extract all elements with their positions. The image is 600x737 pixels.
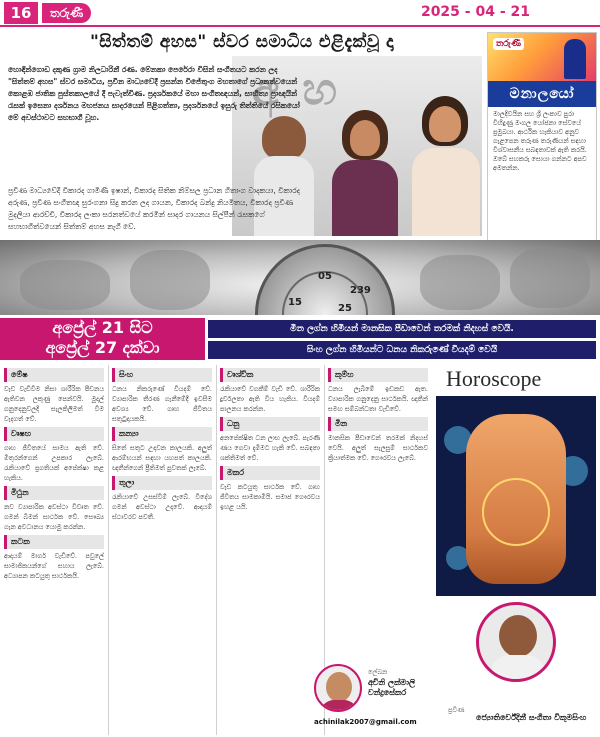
zodiac-figure-left <box>20 260 110 310</box>
horoscope-column-4 <box>328 365 428 655</box>
date-range-band <box>0 318 205 360</box>
sign-text: ආදායම් මාර්ග වැඩිවේ. පවුලේ සාමාජිකයන්ගේ සහාය ලැබේ. අධ්‍යාපන කටයුතු සාර්ථකයි. <box>4 552 104 580</box>
issue-date: 2025 - 04 - 21 <box>420 4 530 20</box>
author-email: achinilak2007@gmail.com <box>314 718 417 726</box>
sign-text: ගෘහ ජීවිතයේ සාමය ඇති වේ. මිතුරන්ගෙන් උපකාර ලැබේ. රැකියාවේ ප්‍රගතියක් අපේක්ෂා කළ හැකිය. <box>4 444 104 482</box>
sign-text: රැකියාවේ වගකීම් වැඩි වේ. ශාරීරික දුර්වලතා ඇති විය හැකිය. වියදම් පාලනය කරන්න. <box>220 385 320 413</box>
horoscope-title: Horoscope <box>446 366 542 391</box>
page-header <box>0 0 600 26</box>
palm-illustration <box>436 396 596 596</box>
zodiac-figure-right2 <box>510 248 590 308</box>
zodiac-figure-left2 <box>130 250 210 310</box>
ad-top-label: තරුණී <box>493 38 524 50</box>
sign-text: රැකියාවේ උසස්වීම් ලැබේ. විදේශ ගමන් අවස්ථා උදාවේ. ආදායම් ස්ථාවරව පවතී. <box>112 493 212 521</box>
column-divider <box>216 365 217 735</box>
astrologer-name: ජ්‍යොතිර්වේදිනී සංගීතා විකුමසිංහ <box>476 713 587 722</box>
ad-title: මනාලයෝ <box>488 81 596 107</box>
sign-text: වැඩ කටයුතු සාර්ථක වේ. ගෘහ ජීවිතය සාමකාමීයි. සමාජ ගෞරවය ඉහළ යයි. <box>220 483 320 511</box>
wheel-number: 239 <box>350 285 371 296</box>
horoscope-column-2 <box>112 365 212 737</box>
article-lede: හොඳින්ගොඩ දකුණ ග්‍රාම නිලධාරිනී රණ. මේනකා පෙරේරා විසින් සංගීතයට කරන ලද "සිත්තම් අහස" ස්වර සමාධිය, ප්‍රවීන මාධ්‍යවේදී ප්‍රසන්න විජේතුංග මහතාගේ ප්‍රධානත්වයෙන් කොළඹ ජාතික පුස්තකාලයේ දී පැවැත්විණ. ප්‍රදර්ශකයේ මහා සංගීතඥයන්, සාහිත්‍ය ප්‍රාඥයින් රැසක් ඉසෙනා දර්ශනය මහජනය සාදරයෙන් පිළිගත්තා, ප්‍රදර්ශනයේ ඉසුරු තිත්තියේ රසිකයෝ මේ අවස්ථාවට සහභාගී වූහ. <box>8 65 300 122</box>
person-third-face <box>429 106 461 142</box>
sign-heading: ධනු <box>220 417 320 431</box>
sign-heading: මීන <box>328 417 428 431</box>
sign-heading: කන්‍යා <box>112 427 212 441</box>
page-number: 16 <box>4 2 38 24</box>
palm-zodiac-ring-icon <box>482 478 550 546</box>
astrologer-card <box>436 600 596 734</box>
ad-banner <box>488 33 596 81</box>
zodiac-banner <box>0 240 600 315</box>
author-name: අචිනි ලක්මාලි වන්ද්‍රසේකර <box>368 678 416 697</box>
article-body: ප්‍රවීණ මාධ්‍යවේදී විකාරද ගාමිණී ඉෂාන්, විකාරද සිතික නිම්සල ප්‍රධාන ගිතාංග වාදකයා, විකාරද අරුණ, ප්‍රවීණ සංගීතඥ සුරංගනා සිදු කරන ලද ගායන, විකාරද බන්දු නියමිතය, විකාරද ප්‍රවීණ මුදලියා ආරච්චි, විකාරද ලංකා සරනත්වයේ කරමින් සාදර ගායනය සිල්පීන් රැසකගේ සහභාගිත්වයෙන් සිත්තම් අහස නැගී වේ. <box>8 186 300 231</box>
date-from: අප්‍රේල් 21 සිට <box>52 318 153 337</box>
sign-text: ධනය ලැබීමේ ඉඩකඩ ඇත. ව්‍යාපාරික ගනුදෙනු සාර්ථකයි. ඥාතීන් සමඟ සම්බන්ධතා වැඩිවේ. <box>328 385 428 413</box>
wheel-number: 05 <box>318 271 332 282</box>
ad-text: මාලදිවයින සහ ශ්‍රී ලංකාව පුරා විහිදුණු මංගල යෝජනා සේවයේ ප්‍රමුඛයා. ආර්ථික හැකියාව අනුව ගැළපෙන තරුණ තරුණියන් සඳහා විශ්වාසනීය සබඳතාවක් ඇති කරයි. ඔබේ සහකරු සොයා ගන්නට අපව අමතන්න. <box>493 110 587 172</box>
sign-text: වැඩ වැඩිවීම නිසා ශාරීරික පීඩනය ඇතිවන ලකුණු පෙන්වයි. මුදල් ගනුදෙනුවලදී සැලකිලිමත් වීම වැදගත් වේ. <box>4 385 104 423</box>
sign-text: අනපේක්ෂිත ධන ලාභ ලැබේ. පැරණි ණය ගෙවා දැමීමට හැකි වේ. සබඳතා ශක්තිමත් වේ. <box>220 434 320 462</box>
person-woman-body <box>332 160 398 236</box>
paper-name: තරුණී <box>42 3 91 23</box>
sign-heading: මේෂ <box>4 368 104 382</box>
horoscope-column-1 <box>4 365 104 737</box>
sign-heading: මකර <box>220 466 320 480</box>
person-third-body <box>412 148 480 236</box>
author-photo <box>314 664 362 712</box>
sign-heading: සිංහ <box>112 368 212 382</box>
sign-heading: මිථුන <box>4 486 104 500</box>
lagna-highlight-2: සිංහ ලග්න හිමියන්ට ධනය නිකරුණේ වියදම් වෙයි <box>208 341 596 359</box>
sign-heading: වෘශ්චික <box>220 368 320 382</box>
sign-heading: වෘෂභ <box>4 427 104 441</box>
horoscope-column-3 <box>220 365 320 737</box>
author-role: ලේඛන <box>368 668 388 676</box>
astrologer-photo <box>476 602 556 682</box>
sign-text: සිතේ සතුට උදාවන කාලයකි. අලුත් ආරම්භයන් සඳහා යහපත් කාලයකි. ඥාතීන්ගෙන් ප්‍රීතිමත් පුවතක් ලැබේ. <box>112 444 212 472</box>
sign-heading: කුම්භ <box>328 368 428 382</box>
sign-text: නව ව්‍යාපාරික අවස්ථා විවෘත වේ. ගමන් බිමන් සාර්ථක වේ. සෞඛ්‍ය ගැන අවධානය යොමු කරන්න. <box>4 503 104 531</box>
person-woman-face <box>350 120 380 156</box>
sign-heading: තුලා <box>112 476 212 490</box>
column-divider <box>108 365 109 735</box>
author-card <box>310 664 440 734</box>
astrologer-role: ප්‍රවීණ <box>448 706 465 714</box>
zodiac-figure-right <box>420 255 500 310</box>
sign-text: ධනය නිකරුණේ වියදම් වේ. ව්‍යාපාරික තීරණ ගැනීමේදී ඉවසීම අවශ්‍ය වේ. ගෘහ ජීවිතය සතුටුදායකයි. <box>112 385 212 423</box>
ad-figure-icon <box>564 39 586 79</box>
wheel-number: 25 <box>338 303 352 314</box>
sign-text: මානසික පීඩාවෙන් තරමක් නිදහස් වෙයි. අලුත් සැලසුම් සාර්ථකව ක්‍රියාත්මක වේ. ගෞරවය ලැබේ. <box>328 434 428 462</box>
photo-overlay-text: අ හ <box>252 64 342 115</box>
header-divider <box>0 25 600 27</box>
date-to: අප්‍රේල් 27 දක්වා <box>45 338 160 357</box>
sign-heading: කටක <box>4 535 104 549</box>
wheel-number: 15 <box>288 297 302 308</box>
lagna-highlight-1: මීන ලග්න හිමියන් මානසික පීඩාවෙන් තරමක් නිදහස් වෙයි. <box>208 320 596 338</box>
article-headline: "සිත්තම් අහස" ස්වර සමාධිය එළිදැක්වූ දා <box>89 32 395 52</box>
